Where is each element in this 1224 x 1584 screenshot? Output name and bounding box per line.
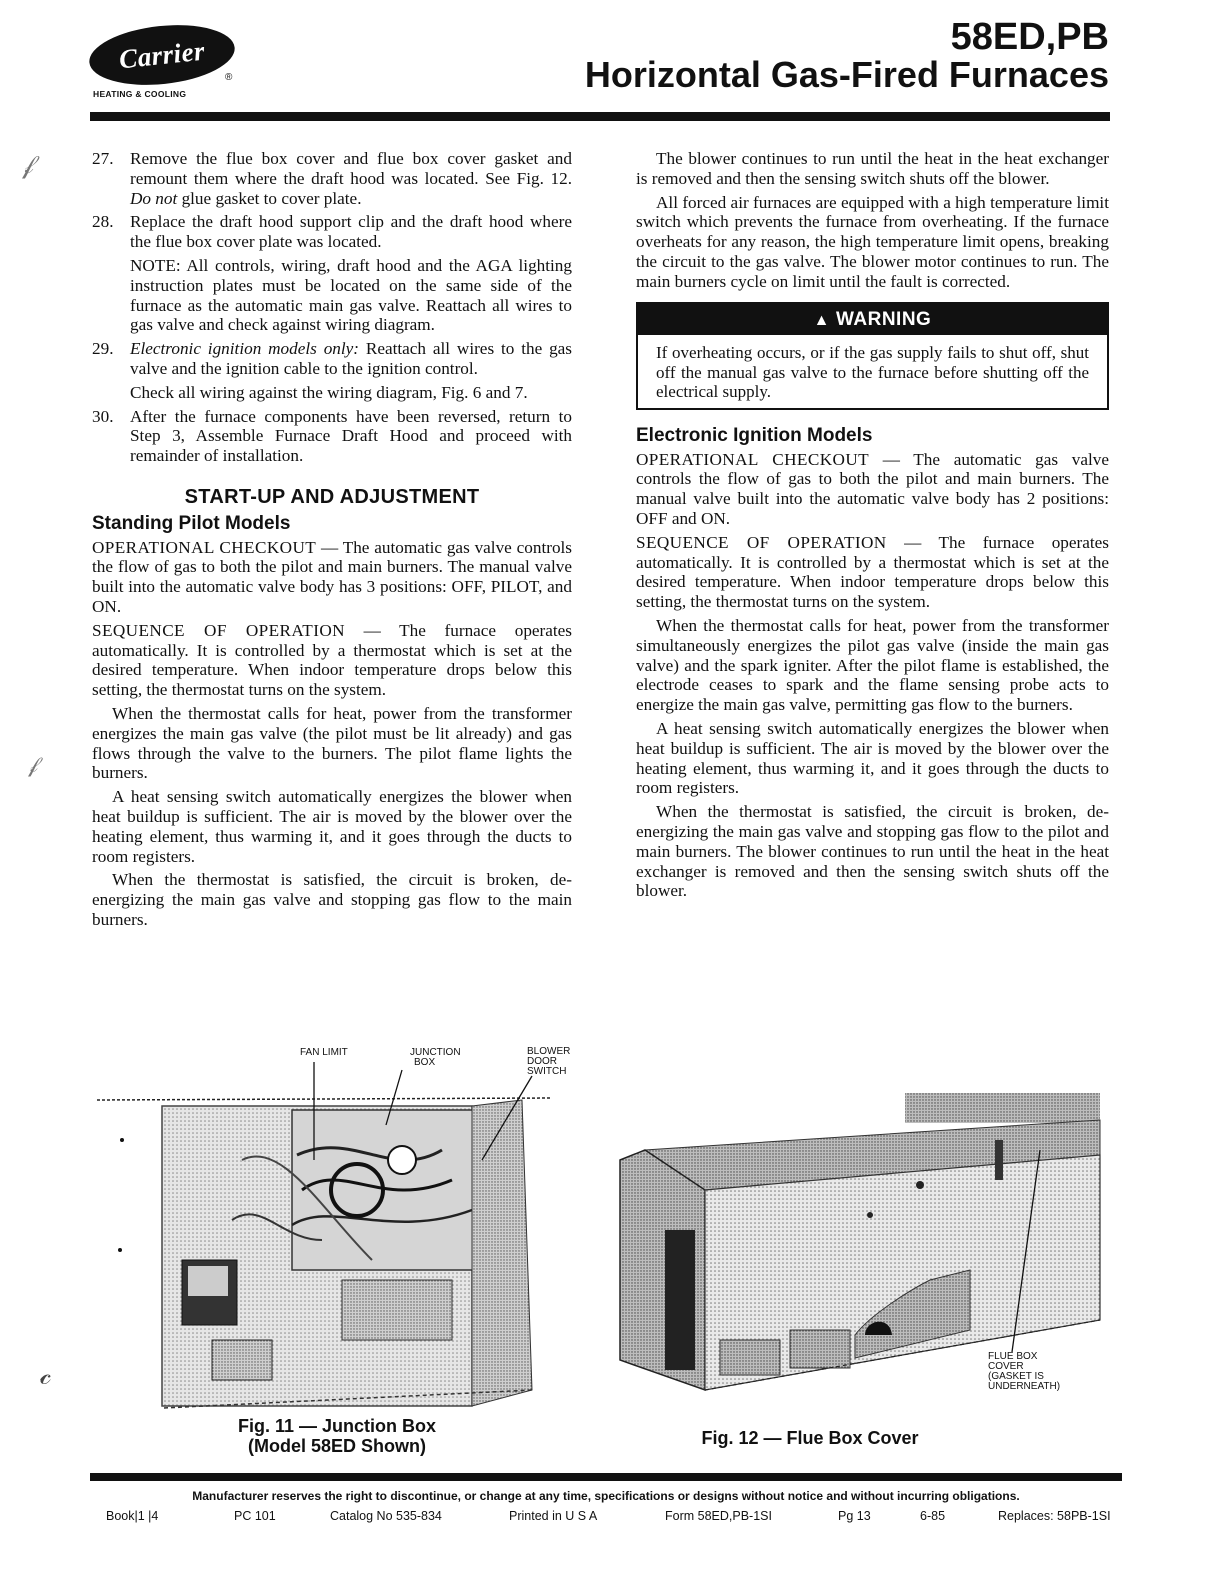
paragraph-text: — The furnace operates automatically. It is controlled by a thermostat which is set at the desired temperature. When indoor temperature drops below this setting, the thermostat turns on the system. [92,620,572,700]
logo-text: Carrier [117,35,207,74]
step-text: Reattach all wires to the gas valve and the ignition cable to the ignition control. [130,339,572,378]
callout-blower-line3: SWITCH [527,1066,567,1077]
callout-blower-line2: DOOR [527,1056,557,1067]
callout-flue-line4: UNDERNEATH) [988,1381,1061,1392]
figure-12 [610,1090,1122,1460]
paragraph [636,533,1109,612]
step-text: NOTE: All controls, wiring, draft hood and the AGA lighting instruction plates must be located on the same side of the furnace as the automatic main gas valve. Reattach all wires to gas valve and check against wiring diagram. [130,255,572,335]
footer-page: Pg 13 [838,1509,871,1523]
section-title: START-UP AND ADJUSTMENT [184,485,480,508]
step-text: Replace the draft hood support clip and the draft hood where the flue box cover plate was located. [130,212,572,252]
margin-mark: 𝒻 [22,150,34,179]
right-column [636,149,1109,905]
right-paragraphs [636,450,1109,902]
step-list [92,149,572,470]
step-number: 29. [92,339,114,359]
paragraph-text: — The automatic gas valve controls the flow of gas to both the pilot and main burners. The manual valve built into the automatic valve body has 2 positions: OFF and ON. [636,449,1109,529]
warning-triangle-icon: ▲ [813,311,830,329]
footer-form: Form 58ED,PB-1SI [665,1509,772,1523]
step-paragraph [130,383,572,403]
caption-line: Fig. 11 — Junction Box [237,1416,437,1436]
paragraph [92,538,572,617]
callout-blower-line1: BLOWER [527,1046,571,1057]
paragraph [92,870,572,929]
margin-mark: 𝒻 [28,752,38,777]
header-rule [90,112,1110,121]
callout-flue-line1: FLUE BOX [988,1351,1038,1362]
paragraph-text: A heat sensing switch automatically energizes the blower when heat buildup is sufficient. The air is moved by the blower over the heating element, thus warming it, and it goes through the ducts to room registers. [636,719,1109,798]
paragraph-text: — The furnace operates automatically. It is controlled by a thermostat which is set at the desired temperature. When indoor temperature drops below this setting, the thermostat turns on the system. [636,532,1109,612]
step-text: Remove the flue box cover and flue box cover gasket and remount them where the draft hood was located. See Fig. 12. [130,149,572,188]
footer-replaces: Replaces: 58PB-1SI [998,1509,1111,1523]
footer-date: 6-85 [920,1509,946,1523]
step-number: 27. [92,149,114,168]
paragraph [92,704,572,783]
subsection-title: Standing Pilot Models [92,512,291,534]
figure-11 [92,1040,582,1460]
emphasis-text: Do not [130,188,178,208]
step-number: 30. [92,406,114,426]
step-paragraph [130,339,572,379]
step-item [92,339,572,406]
paragraph-text: — The automatic gas valve controls the flow of gas to both the pilot and main burners. The manual valve built into the automatic valve body has 3 positions: OFF, PILOT, and ON. [92,537,572,616]
step-paragraph [130,407,572,466]
step-item [92,149,572,212]
warning-box [636,302,1109,410]
step-body [130,212,572,339]
step-body [130,407,572,470]
footer-catalog: Catalog No 535-834 [330,1509,442,1523]
paragraph-text: When the thermostat calls for heat, power from the transformer energizes the main gas valve (the pilot must be lit already) and gas flows through the valve to the burners. The pilot flame lights the burners. [92,703,572,783]
paragraph [92,621,572,700]
paragraph: The blower continues to run until the heat in the heat exchanger is removed and then the sensing switch shuts off the blower. [636,149,1109,188]
paragraph-lead: OPERATIONAL CHECKOUT [92,537,317,557]
logo-subtitle: HEATING & COOLING [93,89,187,99]
left-paragraphs [92,538,572,930]
footer-rule [90,1473,1122,1481]
callout-junction-line1: JUNCTION [410,1047,461,1058]
margin-mark: 𝒸 [40,1360,52,1391]
step-text: Check all wiring against the wiring diagram, Fig. 6 and 7. [130,382,528,402]
paragraph [636,450,1109,529]
caption-line: (Model 58ED Shown) [247,1436,426,1456]
page-title: Horizontal Gas-Fired Furnaces [584,54,1109,95]
step-item [92,212,572,339]
model-code: 58ED,PB [950,16,1109,58]
callout-junction-line2: BOX [414,1057,436,1068]
footer-printed: Printed in U S A [509,1509,598,1523]
paragraph-lead: SEQUENCE OF OPERATION [92,620,345,640]
paragraph-text: When the thermostat is satisfied, the circuit is broken, de-energizing the main gas valve and stopping gas flow to the main burners. [92,870,572,929]
paragraph-lead: OPERATIONAL CHECKOUT [636,449,870,469]
paragraph [92,787,572,866]
paragraph [636,802,1109,901]
warning-header [638,304,1107,336]
flue-box-cover-photo [610,1090,1122,1410]
emphasis-text: Electronic ignition models only: [130,339,360,359]
step-text: After the furnace components have been reversed, return to Step 3, Assemble Furnace Draft Hood and proceed with remainder of installation. [130,406,572,466]
paragraph-text: When the thermostat calls for heat, power from the transformer simultaneously energizes the pilot gas valve (inside the main gas valve) and the spark igniter. After the pilot flame is established, the electrode ceases to spark and the flame sensing probe acts to energize the main gas valve, permitting gas flow to the burners. [636,616,1109,715]
callout-fan-limit: FAN LIMIT [300,1047,348,1058]
footer-notice: Manufacturer reserves the right to discontinue, or change at any time, specifications or designs without notice and without incurring obligations. [192,1489,1020,1503]
junction-box-photo [92,1040,582,1420]
callout-flue-line3: (GASKET IS [988,1371,1044,1382]
registered-mark: ® [225,72,233,83]
step-body [130,149,572,212]
step-item [92,407,572,470]
step-body [130,339,572,406]
paragraph-text: A heat sensing switch automatically energizes the blower when heat buildup is sufficient. The air is moved by the blower over the heating element, thus warming it, and it goes through the ducts to room registers. [92,787,572,866]
paragraph: All forced air furnaces are equipped with a high temperature limit switch which prevents the furnace from overheating. If the furnace overheats for any reason, the high temperature limit opens, breaking the circuit to the gas valve. The blower motor continues to run. The main burners cycle on limit until the fault is corrected. [636,192,1109,291]
step-paragraph [130,256,572,335]
paragraph-lead: SEQUENCE OF OPERATION [636,532,887,552]
warning-title: WARNING [836,308,932,330]
callout-flue-line2: COVER [988,1361,1024,1372]
warning-text: If overheating occurs, or if the gas supply fails to shut off, shut off the manual gas valve to the furnace before shutting off the electrical supply. [656,343,1089,402]
figure-11-caption [92,1416,582,1456]
step-text: glue gasket to cover plate. [177,188,362,208]
subsection-title: Electronic Ignition Models [636,424,873,446]
paragraph [636,719,1109,798]
footer-book: Book|1 |4 [106,1509,159,1523]
footer-pc: PC 101 [234,1509,276,1523]
paragraph [636,616,1109,715]
carrier-logo [86,19,237,92]
step-paragraph [130,149,572,208]
paragraph-text: When the thermostat is satisfied, the circuit is broken, de-energizing the main gas valve and stopping gas flow to the pilot and main burners. The blower continues to run until the heat in the heat exchanger is removed and then the sensing switch shuts off the blower. [636,802,1109,901]
figure-12-caption: Fig. 12 — Flue Box Cover [701,1428,919,1448]
step-paragraph [130,212,572,252]
step-number: 28. [92,212,114,232]
left-column [92,149,572,934]
